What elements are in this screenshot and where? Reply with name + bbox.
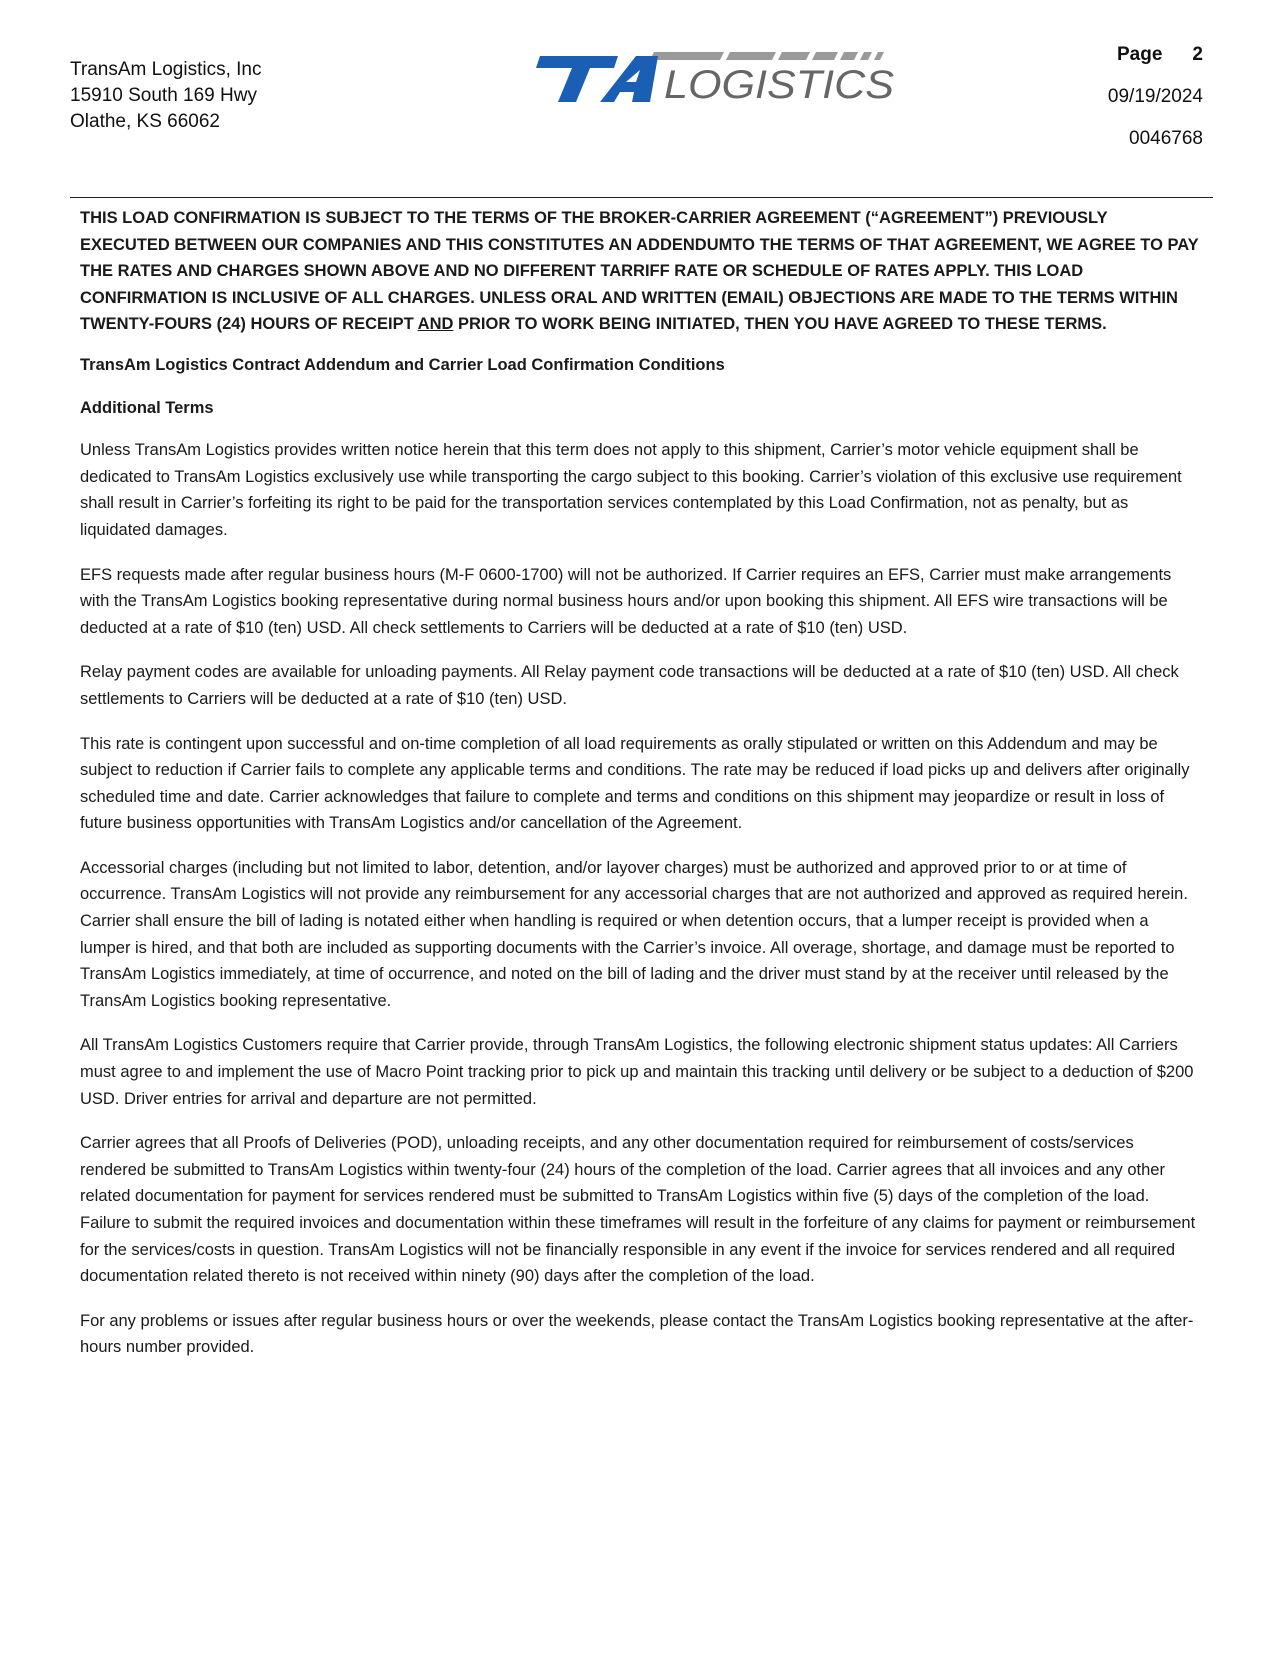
paragraph-after-hours: For any problems or issues after regular business hours or over the weekends, please contact the TransAm Logistics booking representative at the after-hours number provided. <box>80 1311 1194 1357</box>
paragraph-rate-contingent: This rate is contingent upon successful and on-time completion of all load requirements as orally stipulated or written on this Addendum and may be subject to reduction if Carrier fails to complete any applicable terms and conditions. The rate may be reduced if load picks up and delivers after originally scheduled time and date. Carrier acknowledges that failure to complete and terms and conditions on this shipment may jeopardize or result in loss of future business opportunities with TransAm Logistics and/or cancellation of the Agreement. <box>80 734 1190 833</box>
paragraph-accessorial: Accessorial charges (including but not limited to labor, detention, and/or layover charges) must be authorized and approved prior to or at time of occurrence. TransAm Logistics will not provide any reimbursement for any accessorial charges that are not authorized and approved as required herein. Carrier shall ensure the bill of lading is notated either when handling is required or when detention occurs, that a lumper receipt is provided when a lumper is hired, and that both are included as supporting documents with the Carrier’s invoice. All overage, shortage, and damage must be reported to TransAm Logistics immediately, at time of occurrence, and noted on the bill of lading and the driver must stand by at the receiver until released by the TransAm Logistics booking representative. <box>80 858 1188 1010</box>
svg-text:LOGISTICS: LOGISTICS <box>664 63 895 107</box>
address-line-1: 15910 South 169 Hwy <box>70 85 257 106</box>
agreement-notice: THIS LOAD CONFIRMATION IS SUBJECT TO THE TERMS OF THE BROKER-CARRIER AGREEMENT (“AGREEMENT”) PREVIOUSLY EXECUTED BETWEEN OUR COMPANIES AND THIS CONSTITUTES AN ADDENDUMTO THE TERMS OF THAT AGREEMENT, WE AGREE TO PAY THE RATES AND CHARGES SHOWN ABOVE AND NO DIFFERENT TARRIFF RATE OR SCHEDULE OF RATES APPLY. THIS LOAD CONFIRMATION IS INCLUSIVE OF ALL CHARGES. UNLESS ORAL AND WRITTEN (EMAIL) OBJECTIONS ARE MADE TO THE TERMS WITHIN TWENTY-FOURS (24) HOURS OF RECEIPT AND PRIOR TO WORK BEING INITIATED, THEN YOU HAVE AGREED TO THESE TERMS. <box>80 209 1199 334</box>
paragraph-tracking: All TransAm Logistics Customers require that Carrier provide, through TransAm Logistics, the following electronic shipment status updates: All Carriers must agree to and implement the use of Macro Point tracking prior to pick up and maintain this tracking until delivery or be subject to a deduction of $200 USD. Driver entries for arrival and departure are not permitted. <box>80 1036 1194 1108</box>
page-meta <box>1108 44 1203 150</box>
page-indicator <box>1108 44 1203 66</box>
paragraph-relay: Relay payment codes are available for unloading payments. All Relay payment code transactions will be deducted at a rate of $10 (ten) USD. All check settlements to Carriers will be deducted at a rate of $10 (ten) USD. <box>80 663 1179 708</box>
page-label: Page <box>1117 44 1163 65</box>
company-name: TransAm Logistics, Inc <box>70 59 262 80</box>
contract-heading: TransAm Logistics Contract Addendum and Carrier Load Confirmation Conditions <box>80 355 725 374</box>
address-line-2: Olathe, KS 66062 <box>70 111 220 132</box>
page-number: 2 <box>1192 44 1203 65</box>
header-divider <box>70 197 1213 198</box>
underlined-and: AND <box>417 315 454 334</box>
ta-logistics-logo <box>536 52 926 110</box>
paragraph-efs: EFS requests made after regular business hours (M-F 0600-1700) will not be authorized. If Carrier requires an EFS, Carrier must make arrangements with the TransAm Logistics booking representative during normal business hours and/or upon booking this shipment. All EFS wire transactions will be deducted at a rate of $10 (ten) USD. All check settlements to Carriers will be deducted at a rate of $10 (ten) USD. <box>80 565 1172 637</box>
document-number: 0046768 <box>1129 128 1203 149</box>
additional-terms-heading: Additional Terms <box>80 398 214 417</box>
paragraph-pod: Carrier agrees that all Proofs of Deliveries (POD), unloading receipts, and any other documentation required for reimbursement of costs/services rendered be submitted to TransAm Logistics within twenty-four (24) hours of the completion of the load. Carrier agrees that all invoices and any other related documentation for payment for services rendered must be submitted to TransAm Logistics within five (5) days of the completion of the load. Failure to submit the required invoices and documentation within these timeframes will result in the forfeiture of any claims for payment or reimbursement for the services/costs in question. TransAm Logistics will not be financially responsible in any event if the invoice for services rendered and all required documentation related thereto is not received within ninety (90) days after the completion of the load. <box>80 1134 1196 1286</box>
company-address-block <box>70 57 261 135</box>
paragraph-exclusive-use: Unless TransAm Logistics provides written notice herein that this term does not apply to this shipment, Carrier’s motor vehicle equipment shall be dedicated to TransAm Logistics exclusively use while transporting the cargo subject to this booking. Carrier’s violation of this exclusive use requirement shall result in Carrier’s forfeiting its right to be paid for the transportation services contemplated by this Load Confirmation, not as penalty, but as liquidated damages. <box>80 441 1182 539</box>
document-body <box>80 205 1200 1379</box>
document-date: 09/19/2024 <box>1107 86 1203 107</box>
